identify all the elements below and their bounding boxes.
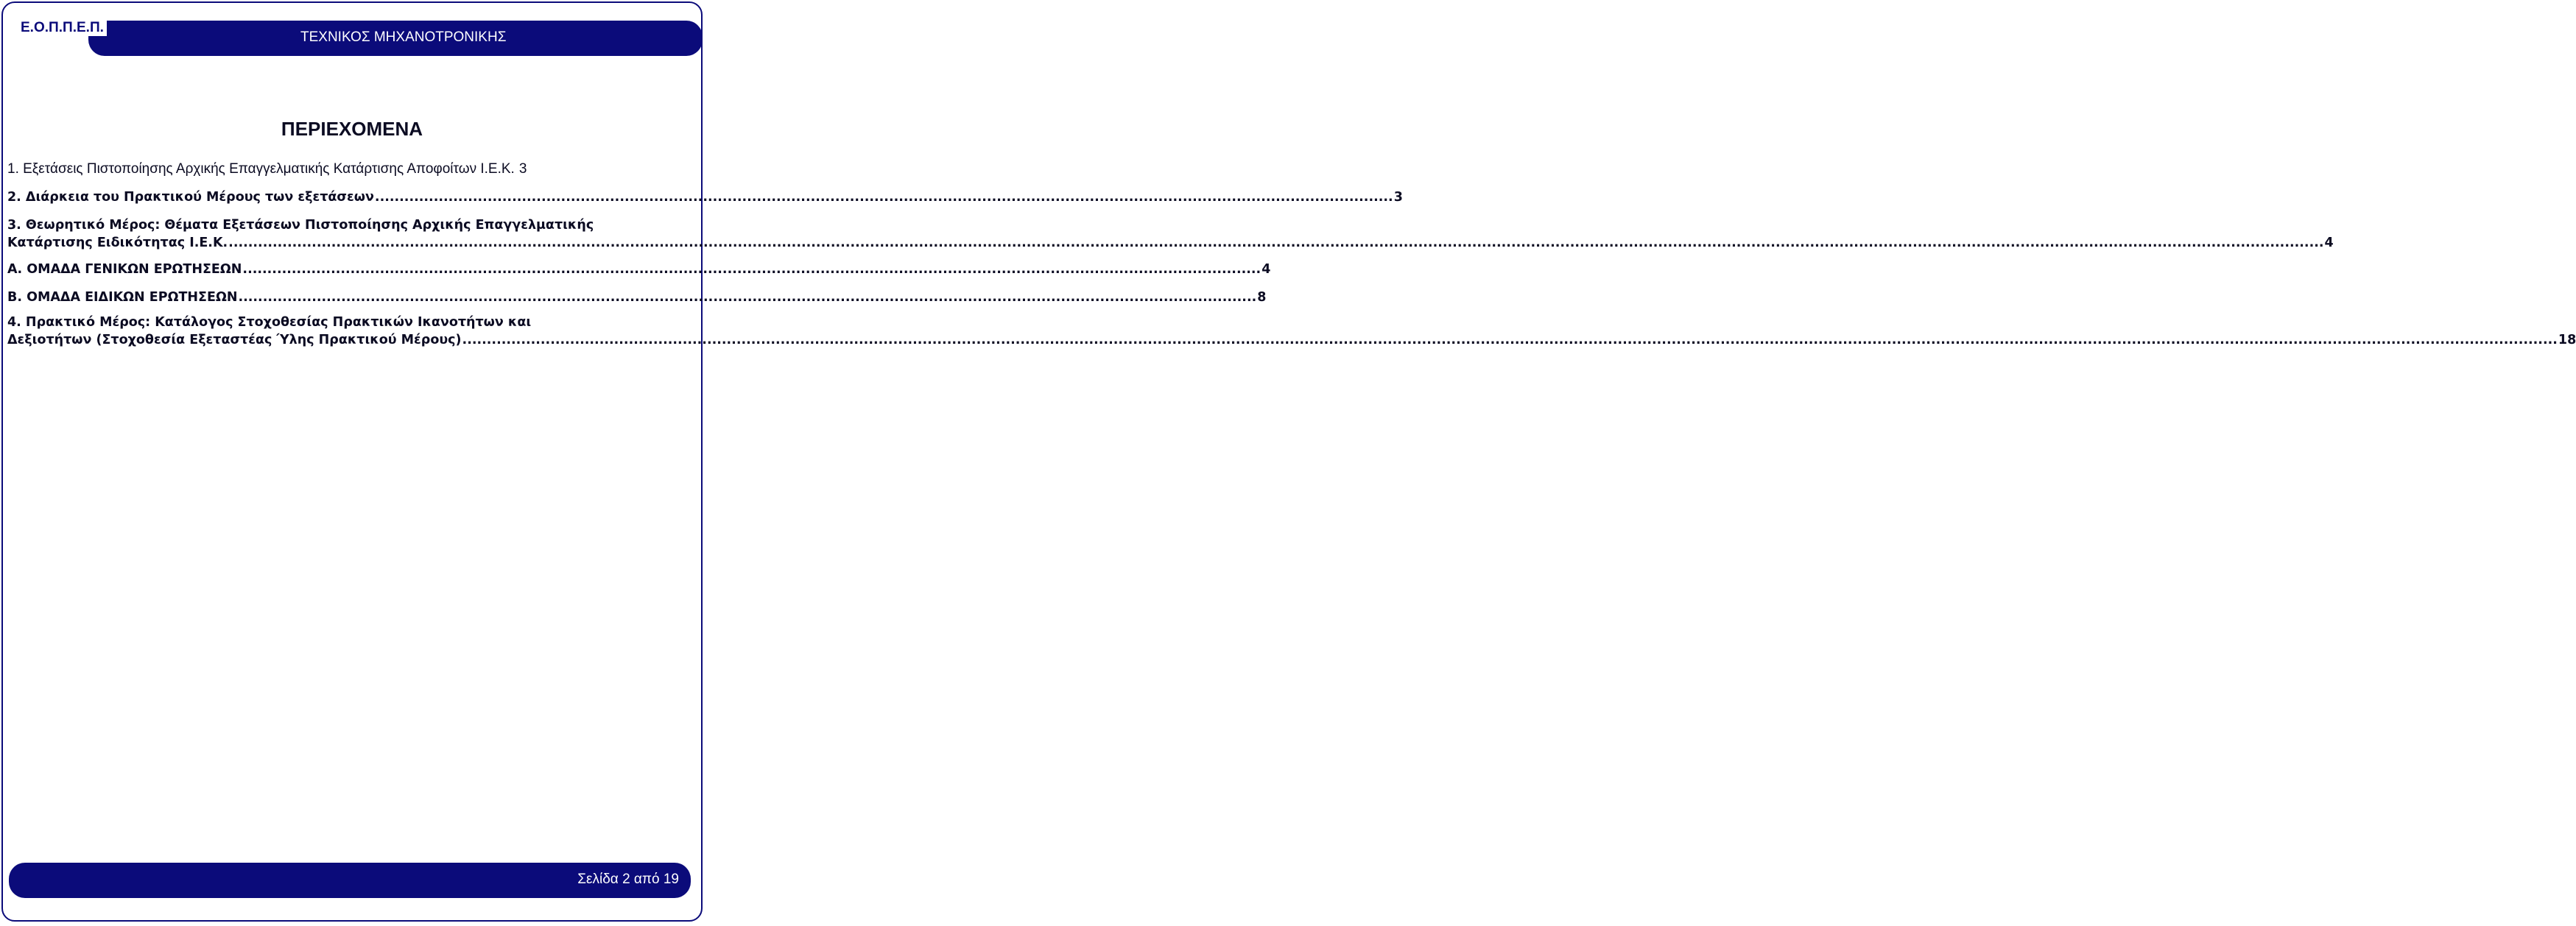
- toc-leader-dots: [242, 261, 1261, 278]
- table-of-contents: [7, 160, 2576, 359]
- toc-entry-page: 18: [2558, 333, 2576, 347]
- toc-entry-text-line2: Δεξιοτήτων (Στοχοθεσία Εξεταστέας Ύλης Πρακτικού Μέρους): [7, 333, 462, 347]
- toc-entry-text: 1. Εξετάσεις Πιστοποίησης Αρχικής Επαγγελματικής Κατάρτισης Αποφοίτων Ι.Ε.Κ.: [7, 161, 515, 177]
- toc-entry-page: 3: [518, 161, 527, 177]
- toc-entry-3[interactable]: [7, 216, 2334, 252]
- toc-entry-text: Α. ΟΜΑΔΑ ΓΕΝΙΚΩΝ ΕΡΩΤΗΣΕΩΝ: [7, 262, 242, 277]
- toc-leader-dots: ............................................................................................................................................................................................................................ .....: [228, 234, 2323, 252]
- toc-entry-4[interactable]: [7, 314, 2576, 349]
- header-title: ΤΕΧΝΙΚΟΣ ΜΗΧΑΝΟΤΡΟΝΙΚΗΣ: [300, 29, 507, 45]
- toc-entry-text-line1: 3. Θεωρητικό Μέρος: Θέματα Εξετάσεων Πιστοποίησης Αρχικής Επαγγελματικής: [7, 218, 594, 233]
- toc-leader-dots: ............................................................................................................................................................................................................................ .....: [462, 331, 2558, 349]
- toc-heading: ΠΕΡΙΕΧΟΜΕΝΑ: [281, 118, 423, 140]
- toc-entry-b[interactable]: [7, 289, 1267, 306]
- toc-entry-page: 3: [1393, 190, 1403, 205]
- toc-entry-1[interactable]: [7, 160, 698, 178]
- toc-entry-page: 4: [1261, 262, 1271, 277]
- header-org: Ε.Ο.Π.Π.Ε.Π.: [18, 20, 107, 36]
- page-number: Σελίδα 2 από 19: [577, 872, 679, 887]
- toc-leader-dots: [375, 188, 1393, 206]
- toc-entry-text: Β. ΟΜΑΔΑ ΕΙΔΙΚΩΝ ΕΡΩΤΗΣΕΩΝ: [7, 290, 238, 305]
- toc-leader-dots: [238, 289, 1256, 306]
- toc-entry-text-line1: 4. Πρακτικό Μέρος: Κατάλογος Στοχοθεσίας Πρακτικών Ικανοτήτων και: [7, 315, 532, 330]
- toc-entry-2[interactable]: [7, 188, 1403, 206]
- toc-entry-text-line2: Κατάρτισης Ειδικότητας Ι.Ε.Κ.: [7, 236, 228, 250]
- toc-entry-text: 2. Διάρκεια του Πρακτικού Μέρους των εξετάσεων: [7, 190, 374, 205]
- toc-entry-a[interactable]: [7, 261, 1271, 278]
- toc-entry-page: 4: [2324, 236, 2334, 250]
- toc-entry-page: 8: [1257, 290, 1267, 305]
